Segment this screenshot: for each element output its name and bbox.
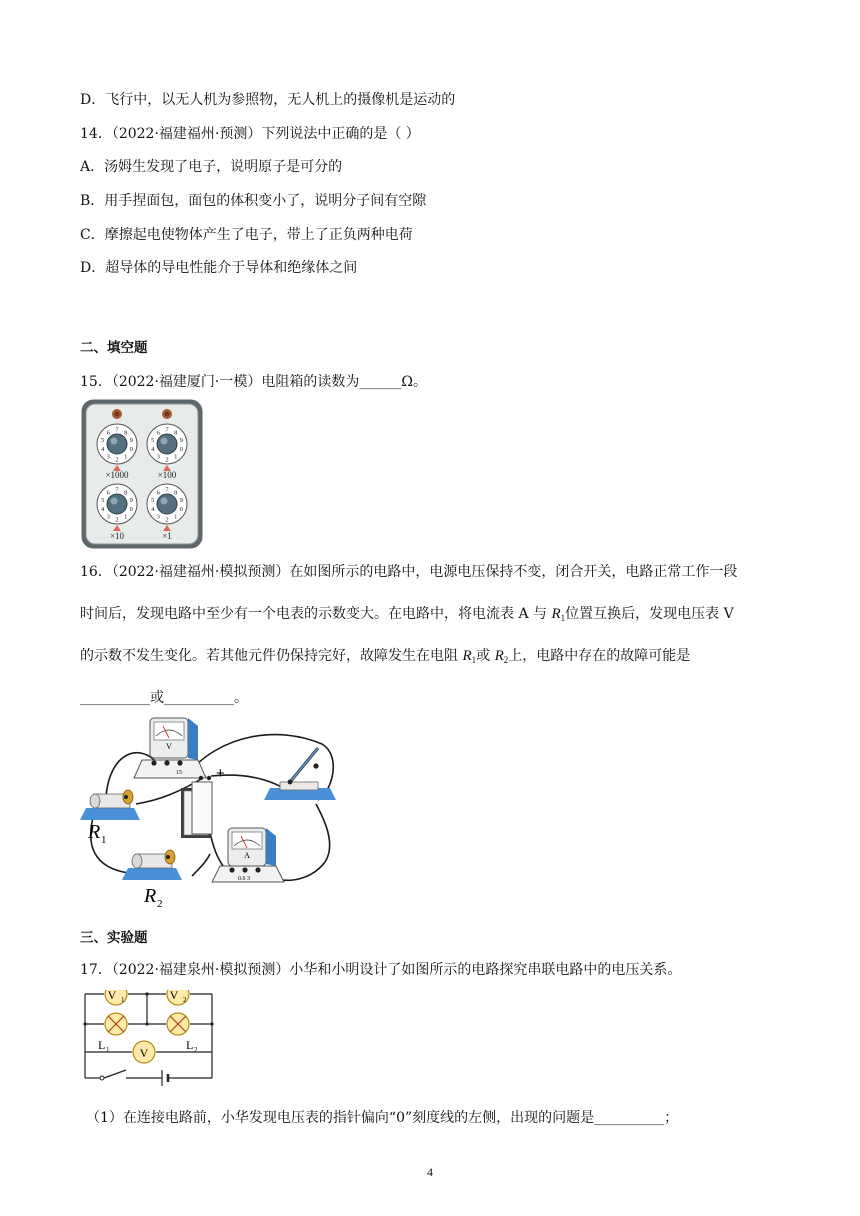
dial-digit: 1 xyxy=(124,453,128,461)
dial-digit: 1 xyxy=(174,453,178,461)
q17-part1: （1）在连接电路前，小华发现电压表的指针偏向“0”刻度线的左侧，出现的问题是__________； xyxy=(86,1110,679,1126)
voltmeter-label: V xyxy=(166,742,172,751)
r1-label: R xyxy=(88,821,101,843)
dial-digit: 3 xyxy=(106,453,110,461)
q16-line3: 的示数不发生变化。若其他元件仍保持完好，故障发生在电阻 $R_1$或 $R_2$上，电路中存在的故障可能是 xyxy=(80,648,691,665)
dial-digit: 5 xyxy=(151,436,155,444)
voltmeter-v2-icon xyxy=(167,990,189,1005)
dial-knob-icon xyxy=(107,494,127,514)
dial-digit: 3 xyxy=(106,513,110,521)
r2-sub: 2 xyxy=(157,898,163,910)
dial-digit: 2 xyxy=(165,516,169,524)
section-title-experiment: 三、实验题 xyxy=(80,930,148,946)
terminal-left-icon xyxy=(112,409,122,419)
multiplier-x1000: ×1000 xyxy=(105,470,129,480)
resistor-r1-icon xyxy=(80,790,140,820)
dial-digit: 1 xyxy=(174,513,178,521)
q16-line1: 16．（2022·福建福州·模拟预测）在如图所示的电路中，电源电压保持不变，闭合开关，电路正常工作一段 xyxy=(80,564,738,580)
dial-digit: 9 xyxy=(179,436,183,444)
q16-line4: __________或__________。 xyxy=(80,690,248,706)
dial-digit: 6 xyxy=(106,489,110,497)
terminal-right-icon xyxy=(162,409,172,419)
dial-knob-icon xyxy=(157,434,177,454)
dial-digit: 8 xyxy=(124,489,128,497)
ammeter-icon xyxy=(212,828,284,882)
resistance-box-figure xyxy=(80,398,204,550)
svg-text:2: 2 xyxy=(183,996,187,1004)
dial-digit: 8 xyxy=(124,429,128,437)
dial-digit: 2 xyxy=(165,456,169,464)
dial-digit: 9 xyxy=(179,496,183,504)
q14-option-a: A．汤姆生发现了电子，说明原子是可分的 xyxy=(80,159,343,175)
svg-text:V: V xyxy=(169,990,179,1002)
dial-digit: 6 xyxy=(156,429,160,437)
dial-digit: 5 xyxy=(101,496,105,504)
q13-option-d: D．飞行中，以无人机为参照物，无人机上的摄像机是运动的 xyxy=(80,92,456,108)
series-circuit-diagram xyxy=(82,990,216,1086)
battery-plus-sign: + xyxy=(216,765,225,782)
multiplier-x1: ×1 xyxy=(162,531,172,541)
dial-digit: 4 xyxy=(151,446,155,454)
dial-digit: 0 xyxy=(179,446,183,454)
q14-stem: 14．（2022·福建福州·预测）下列说法中正确的是（ ） xyxy=(80,126,420,142)
lamp-l1-icon xyxy=(105,1013,127,1035)
switch-icon xyxy=(264,748,336,800)
voltmeter-v1-icon xyxy=(105,990,127,1005)
dial-digit: 6 xyxy=(106,429,110,437)
dial-digit: 2 xyxy=(115,516,119,524)
r1-sub: 1 xyxy=(101,834,107,846)
svg-text:1: 1 xyxy=(121,996,125,1004)
dial-digit: 4 xyxy=(101,446,105,454)
battery-icon xyxy=(181,776,212,838)
dial-digit: 2 xyxy=(115,456,119,464)
dial-digit: 0 xyxy=(129,446,133,454)
dial-digit: 9 xyxy=(129,496,133,504)
dial-digit: 7 xyxy=(165,486,169,494)
multiplier-x100: ×100 xyxy=(157,470,177,480)
q15-stem: 15．（2022·福建厦门·一模）电阻箱的读数为______Ω。 xyxy=(80,374,427,390)
dial-digit: 6 xyxy=(156,489,160,497)
dial-knob-icon xyxy=(107,434,127,454)
dial-digit: 4 xyxy=(101,506,105,514)
svg-text:1: 1 xyxy=(106,1046,110,1054)
dial-digit: 7 xyxy=(115,486,119,494)
dial-knob-icon xyxy=(157,494,177,514)
dial-digit: 3 xyxy=(156,453,160,461)
l2-label: L xyxy=(186,1038,194,1052)
dial-digit: 9 xyxy=(129,436,133,444)
svg-text:2: 2 xyxy=(194,1046,198,1054)
dial-digit: 0 xyxy=(129,506,133,514)
dial-digit: 4 xyxy=(151,506,155,514)
q14-option-b: B．用手捏面包，面包的体积变小了，说明分子间有空隙 xyxy=(80,193,427,209)
dial-digit: 7 xyxy=(115,426,119,434)
lamp-l2-icon xyxy=(167,1013,189,1035)
q14-option-d: D．超导体的导电性能介于导体和绝缘体之间 xyxy=(80,260,358,276)
svg-text:V: V xyxy=(139,1046,149,1060)
ammeter-scale: 0.6 3 xyxy=(238,876,250,882)
dial-digit: 5 xyxy=(101,436,105,444)
page-number: 4 xyxy=(427,1165,433,1179)
r2-label: R xyxy=(144,885,157,907)
svg-text:V: V xyxy=(107,990,117,1002)
voltmeter-scale: 15 xyxy=(176,770,182,776)
dial-digit: 1 xyxy=(124,513,128,521)
dial-digit: 7 xyxy=(165,426,169,434)
section-title-fill-blank: 二、填空题 xyxy=(80,340,148,356)
resistor-r2-icon xyxy=(122,850,182,880)
ammeter-label: A xyxy=(244,851,250,860)
multiplier-x10: ×10 xyxy=(109,531,125,541)
dial-digit: 8 xyxy=(174,489,178,497)
circuit-photo-figure xyxy=(80,712,345,912)
dial-digit: 5 xyxy=(151,496,155,504)
l1-label: L xyxy=(98,1038,106,1052)
voltmeter-icon xyxy=(134,718,206,778)
q14-option-c: C．摩擦起电使物体产生了电子，带上了正负两种电荷 xyxy=(80,227,413,243)
dial-digit: 0 xyxy=(179,506,183,514)
dial-digit: 3 xyxy=(156,513,160,521)
voltmeter-v-icon xyxy=(133,1041,155,1063)
dial-digit: 8 xyxy=(174,429,178,437)
q17-stem: 17．（2022·福建泉州·模拟预测）小华和小明设计了如图所示的电路探究串联电路中的电压关系。 xyxy=(80,962,682,978)
q16-line2: 时间后，发现电路中至少有一个电表的示数变大。在电路中，将电流表 A 与 $R_1$位置互换后，发现电压表 V xyxy=(80,606,734,623)
